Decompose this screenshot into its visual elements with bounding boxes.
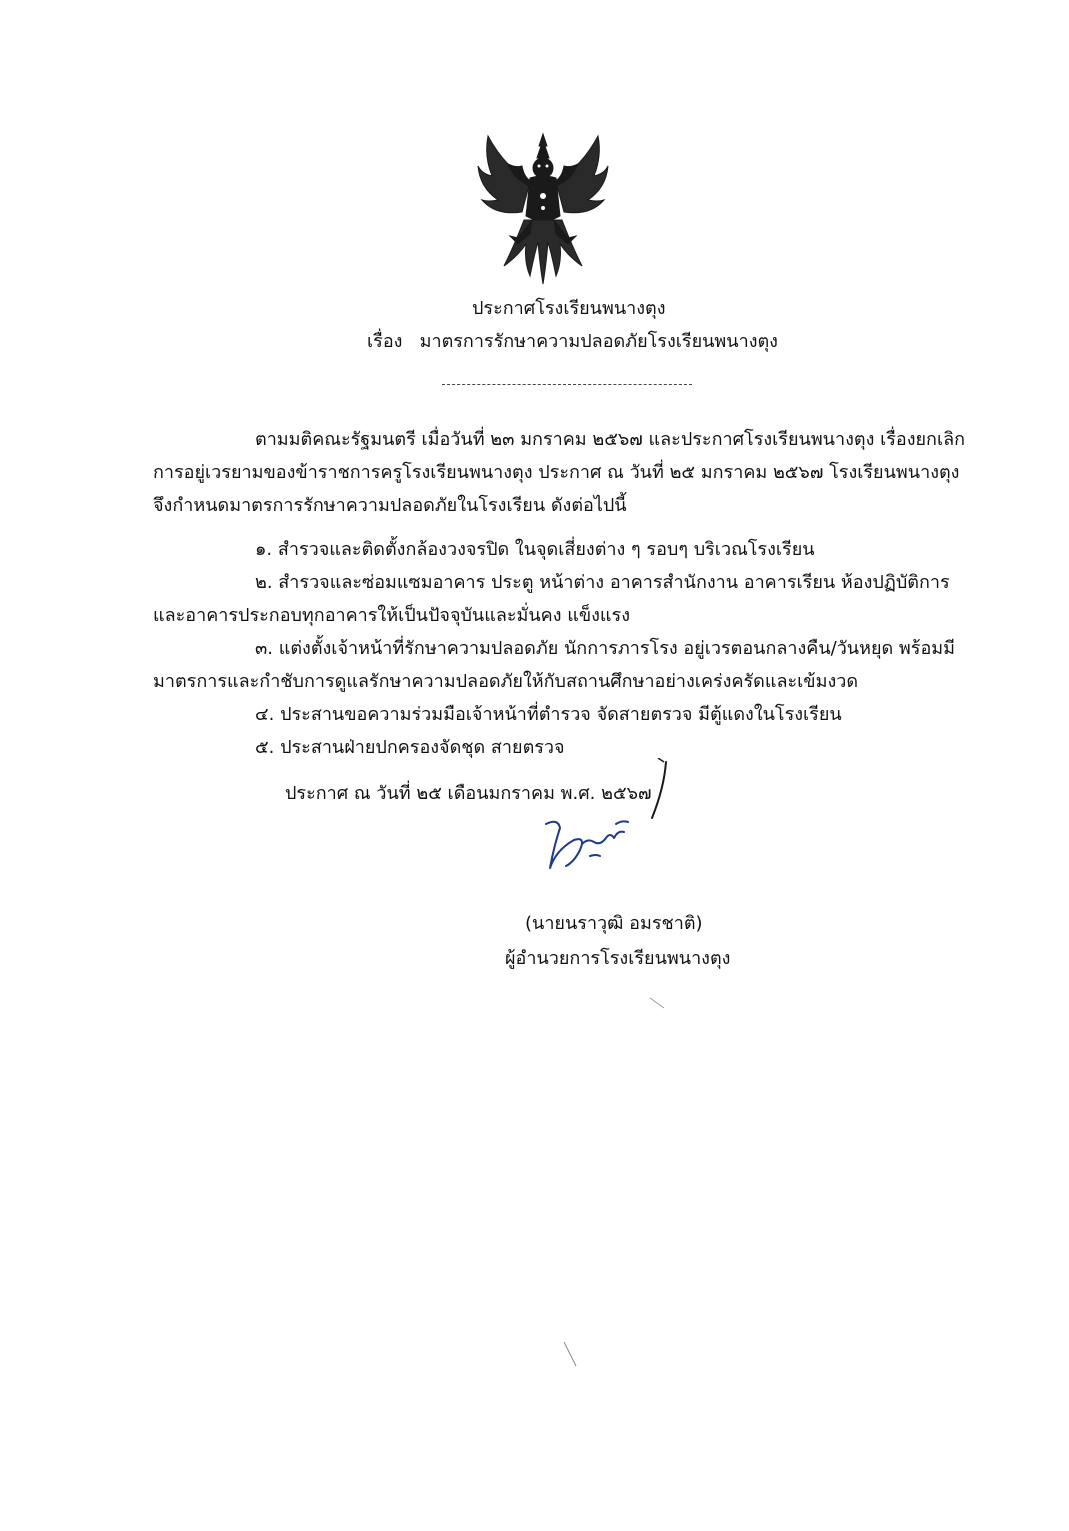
pen-stroke-mark — [640, 758, 680, 828]
intro-line-2: การอยู่เวรยามของข้าราชการครูโรงเรียนพนางตุง ประกาศ ณ วันที่ ๒๕ มกราคม ๒๕๖๗ โรงเรียนพนางตุง — [153, 462, 960, 483]
subject-text: มาตรการรักษาความปลอดภัยโรงเรียนพนางตุง — [419, 331, 778, 352]
subject-line — [367, 330, 778, 354]
measure-2-line-1: ๒. สำรวจและซ่อมแซมอาคาร ประตู หน้าต่าง อาคารสำนักงาน อาคารเรียน ห้องปฏิบัติการ — [255, 572, 950, 593]
intro-line-3: จึงกำหนดมาตรการรักษาความปลอดภัยในโรงเรียน ดังต่อไปนี้ — [153, 495, 627, 516]
signature-mark — [530, 810, 650, 890]
measure-3-line-1: ๓. แต่งตั้งเจ้าหน้าที่รักษาความปลอดภัย นักการภารโรง อยู่เวรตอนกลางคืน/วันหยุด พร้อมมี — [255, 638, 956, 659]
scan-speck — [648, 996, 668, 1012]
announcement-title: ประกาศโรงเรียนพนางตุง — [472, 298, 666, 319]
signer-name: (นายนราวุฒิ อมรชาติ) — [525, 913, 703, 934]
measure-5: ๕. ประสานฝ่ายปกครองจัดชุด สายตรวจ — [255, 737, 565, 758]
garuda-emblem-icon — [474, 116, 612, 286]
measure-3-line-2: มาตรการและกำชับการดูแลรักษาความปลอดภัยให้กับสถานศึกษาอย่างเคร่งครัดและเข้มงวด — [153, 671, 859, 692]
scan-speck — [562, 1340, 582, 1370]
measure-1: ๑. สำรวจและติดตั้งกล้องวงจรปิด ในจุดเสี่ยงต่าง ๆ รอบๆ บริเวณโรงเรียน — [255, 539, 815, 560]
announcement-date: ประกาศ ณ วันที่ ๒๕ เดือนมกราคม พ.ศ. ๒๕๖๗ — [285, 783, 652, 804]
subject-label: เรื่อง — [367, 331, 403, 352]
signer-position: ผู้อำนวยการโรงเรียนพนางตุง — [505, 948, 731, 969]
intro-line-1: ตามมติคณะรัฐมนตรี เมื่อวันที่ ๒๓ มกราคม ๒๕๖๗ และประกาศโรงเรียนพนางตุง เรื่องยกเลิก — [255, 429, 966, 450]
measure-2-line-2: และอาคารประกอบทุกอาคารให้เป็นปัจจุบันและมั่นคง แข็งแรง — [153, 605, 630, 626]
measure-4: ๔. ประสานขอความร่วมมือเจ้าหน้าที่ตำรวจ จัดสายตรวจ มีตู้แดงในโรงเรียน — [255, 704, 842, 725]
title-separator — [442, 384, 692, 385]
